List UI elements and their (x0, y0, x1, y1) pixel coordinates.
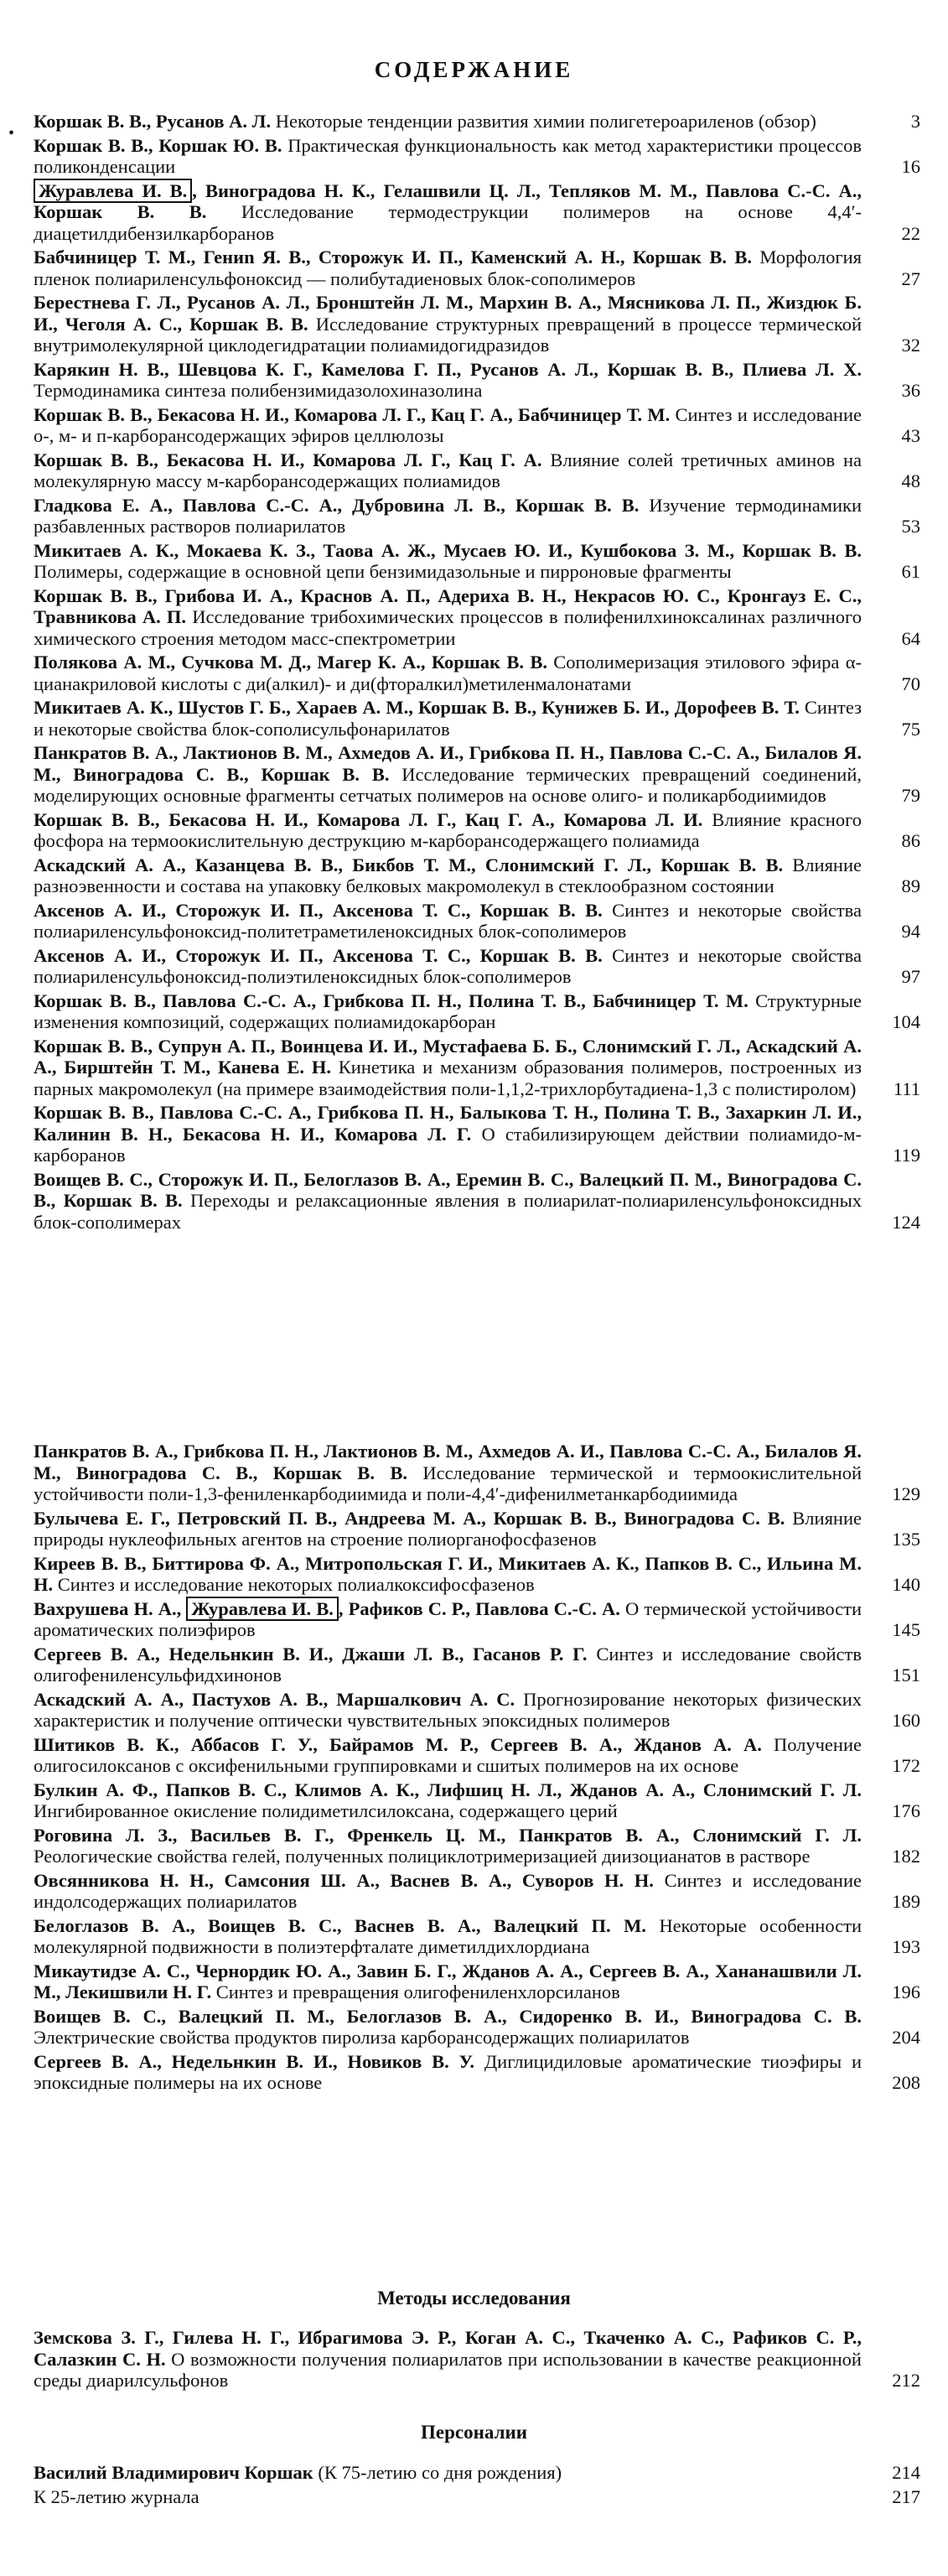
page-number: 176 (892, 1800, 920, 1821)
page-number: 160 (892, 1710, 920, 1731)
page-number: 212 (892, 2370, 920, 2391)
section-title-methods: Методы исследования (377, 2288, 571, 2309)
toc-article-title: Структурные изменения композиций, содержащих полиамидокарборан (34, 989, 862, 1032)
page-number: 140 (892, 1574, 920, 1595)
page-number: 135 (892, 1529, 920, 1550)
toc-entry (34, 1825, 920, 1867)
toc-authors: Аскадский А. А., Казанцева В. В., Бикбов Т. М., Слонимский Г. Л., Коршак В. В. (34, 854, 784, 875)
toc-entry (34, 1441, 920, 1505)
toc-article-title: Диглицидиловые ароматические тиоэфиры и эпоксидные полимеры на их основе (34, 2050, 863, 2093)
toc-entry (34, 1169, 920, 1233)
toc-entry-text (34, 809, 873, 852)
toc-article-title: Влияние природы нуклеофильных агентов на строение полиорганофосфазенов (34, 1507, 862, 1550)
toc-entry (34, 495, 920, 538)
toc-article-title: Исследование термических превращений соединений, моделирующих основные фрагменты сетчатых полимеров на основе олиго- и поликарбодиимидов (34, 763, 862, 806)
page-number: 124 (892, 1211, 920, 1233)
page-number: 70 (901, 673, 920, 694)
page-number: 64 (901, 627, 920, 649)
toc-authors: Гладкова Е. А., Павлова С.-С. А., Дубровина Л. В., Коршак В. В. (34, 494, 640, 516)
toc-authors: Вахрушева Н. А., (34, 1597, 187, 1619)
toc-entry (34, 540, 920, 583)
toc-entry-text (34, 854, 873, 897)
toc-entry (34, 449, 920, 492)
toc-authors: Булкин А. Ф., Папков В. С., Климов А. К., Лифшиц Н. Л., Жданов А. А., Слонимский Г. Л. (34, 1779, 862, 1800)
toc-article-title: Синтез и исследование некоторых полиалкоксифосфазенов (53, 1574, 535, 1595)
toc-authors: Сергеев В. А., Недельнкин В. И., Джаши Л. В., Гасанов Р. Г. (34, 1643, 588, 1665)
toc-entry (34, 1553, 920, 1596)
toc-entry (34, 652, 920, 694)
toc-authors: Шитиков В. К., Аббасов Г. У., Байрамов М. Р., Сергеев В. А., Жданов А. А. (34, 1733, 762, 1755)
toc-entry (34, 945, 920, 988)
toc-article-title: Кинетика и механизм образования полимеров, построенных из парных макромолекул (на примере взаимодействия поли-1,1,2-трихлорбутадиена-1,3 с полистиролом) (34, 1057, 862, 1099)
toc-entry (34, 854, 920, 897)
toc-entry-text (34, 495, 873, 538)
toc-entry-text (34, 990, 873, 1033)
toc-entry-text (34, 540, 873, 583)
page-number: 16 (901, 156, 920, 177)
toc-authors: Коршак В. В., Бекасова Н. И., Комарова Л. Г., Кац Г. А. (34, 449, 542, 470)
toc-entry-text (34, 1102, 873, 1166)
toc-entry-text (34, 1644, 873, 1686)
toc-article-title: (К 75-летию со дня рождения) (313, 2462, 562, 2483)
toc-entry-text (34, 1169, 873, 1233)
toc-entry-text (34, 2051, 873, 2094)
toc-entry-text (34, 292, 873, 356)
toc-authors: Аскадский А. А., Пастухов А. В., Маршалкович А. С. (34, 1688, 515, 1710)
toc-article-title: Исследование термической и термоокислительной устойчивости поли-1,3-фениленкарбодиимида и поли-4,4′-дифенилметанкарбодиимида (34, 1462, 862, 1504)
page-number: 196 (892, 1981, 920, 2002)
toc-entry (34, 990, 920, 1033)
toc-article-title: Переходы и релаксационные явления в полиарилат-полиариленсульфоноксидных блок-сополимерах (34, 1190, 862, 1233)
toc-article-title: О стабилизирующем действии полиамидо-м-карборанов (34, 1123, 862, 1166)
toc-authors: Киреев В. В., Биттирова Ф. А., Митропольская Г. И., Микитаев А. К., Папков В. С., Ильина М. Н. (34, 1552, 862, 1595)
toc-entry (34, 404, 920, 447)
page-number: 182 (892, 1846, 920, 1867)
toc-article-title: Синтез и превращения олигофениленхлорсиланов (211, 1981, 620, 2002)
toc-authors: Роговина Л. З., Васильев В. Г., Френкель Ц. М., Панкратов В. А., Слонимский Г. Л. (34, 1824, 862, 1846)
toc-entry-text (34, 1689, 873, 1732)
page-number: 217 (892, 2485, 920, 2507)
toc-entry (34, 359, 920, 402)
toc-authors: Белоглазов В. А., Воищев В. С., Васнев В. А., Валецкий П. М. (34, 1914, 646, 1936)
page-number: 61 (901, 561, 920, 582)
toc-entry-text (34, 2006, 873, 2049)
toc-article-title: Морфология пленок полиариленсульфоноксид — полибутадиеновых блок-сополимеров (34, 247, 863, 289)
toc-entry-text (34, 247, 873, 289)
toc-entry (34, 742, 920, 807)
toc-entry-text (34, 180, 873, 245)
page-number: 43 (901, 425, 920, 446)
toc-entry-text (34, 1870, 873, 1913)
contents-block-2 (34, 1441, 920, 2096)
toc-entry (34, 2051, 920, 2094)
toc-article-title: Синтез и исследование индолсодержащих полиарилатов (34, 1869, 862, 1912)
toc-entry (34, 2327, 920, 2392)
toc-article-title: Синтез и исследование о-, м- и п-карборансодержащих эфиров целлюлозы (34, 403, 862, 446)
toc-authors: Земскова З. Г., Гилева Н. Г., Ибрагимова Э. Р., Коган А. С., Ткаченко А. С., Рафиков С. Р., Салазкин С. Н. (34, 2327, 862, 2370)
toc-entry-text (34, 1553, 873, 1596)
toc-entry (34, 809, 920, 852)
toc-entry-text (34, 135, 873, 178)
toc-entry (34, 111, 920, 132)
page-number: 204 (892, 2027, 920, 2048)
toc-authors: Полякова А. М., Сучкова М. Д., Магер К. А., Коршак В. В. (34, 652, 547, 673)
page-number: 189 (892, 1891, 920, 1912)
toc-article-title: Получение олигосилоксанов с оксифенильными группировками и сшитых полимеров на их основе (34, 1733, 862, 1776)
toc-entry-text (34, 1508, 873, 1550)
boxed-author: Журавлева И. В. (186, 1597, 338, 1621)
toc-entry (34, 1102, 920, 1166)
toc-article-title: К 25-летию журнала (34, 2485, 199, 2507)
toc-authors: Коршак В. В., Грибова И. А., Краснов А. П., Адериха В. Н., Некрасов Ю. С., Кронгауз Е. С., Травникова А. П. (34, 584, 862, 627)
toc-entry-text (34, 900, 873, 943)
toc-article-title: Влияние разноэвенности и состава на упаковку белковых макромолекул в стеклообразном состоянии (34, 854, 862, 896)
toc-article-title: Ингибированное окисление полидиметилсилоксана, содержащего церий (34, 1800, 618, 1821)
toc-article-title: Исследование структурных превращений в процессе термической внутримолекулярной циклодегидратации полиамидогидразидов (34, 313, 862, 356)
toc-entry (34, 247, 920, 289)
toc-entry (34, 2462, 920, 2484)
toc-entry (34, 135, 920, 178)
page-number: 86 (901, 830, 920, 851)
toc-entry-text (34, 1779, 873, 1822)
page-number: 53 (901, 516, 920, 537)
toc-authors: Василий Владимирович Коршак (34, 2462, 313, 2483)
page-number: 89 (901, 875, 920, 896)
toc-article-title: Прогнозирование некоторых физических характеристик и получение оптически чувствительных эпоксидных полимеров (34, 1688, 863, 1731)
toc-entry-text (34, 1598, 873, 1641)
toc-authors: Коршак В. В., Бекасова Н. И., Комарова Л. Г., Кац Г. А., Комарова Л. И. (34, 808, 703, 830)
toc-entry (34, 1870, 920, 1913)
toc-article-title: Влияние красного фосфора на термоокислительную деструкцию м-карборансодержащего полиамида (34, 808, 862, 851)
toc-entry-text (34, 742, 873, 807)
toc-authors: Берестнева Г. Л., Русанов А. Л., Бронштейн Л. М., Мархин В. А., Мясникова Л. П., Жиздюк Б. И., Чеголя А. С., Коршак В. В. (34, 292, 862, 335)
page-number: 208 (892, 2072, 920, 2093)
page-number: 129 (892, 1483, 920, 1504)
toc-article-title: Реологические свойства гелей, полученных полициклотримеризацией диизоцианатов в растворе (34, 1846, 811, 1867)
toc-entry (34, 1598, 920, 1641)
toc-article-title: Исследование трибохимических процессов в полифенилхиноксалинах различного химического строения методом масс-спектрометрии (34, 606, 862, 649)
toc-authors: Коршак В. В., Коршак Ю. В. (34, 134, 282, 156)
toc-entry-text (34, 1734, 873, 1777)
toc-entry-text (34, 1036, 873, 1100)
contents-block-methods (34, 2327, 920, 2394)
page-number: 111 (893, 1078, 920, 1099)
toc-entry-text (34, 404, 873, 447)
page-number: 32 (901, 335, 920, 356)
toc-entry (34, 180, 920, 245)
toc-entry (34, 1508, 920, 1550)
toc-authors: Овсянникова Н. Н., Самсония Ш. А., Васнев В. А., Суворов Н. Н. (34, 1869, 654, 1891)
toc-authors: Микитаев А. К., Шустов Г. Б., Хараев А. М., Коршак В. В., Кунижев Б. И., Дорофеев В. Т. (34, 697, 800, 718)
toc-entry-text (34, 1441, 873, 1505)
page-number: 214 (892, 2462, 920, 2483)
toc-authors: Карякин Н. В., Шевцова К. Г., Камелова Г. П., Русанов А. Л., Коршак В. В., Плиева Л. Х. (34, 358, 862, 380)
toc-entry-text (34, 945, 873, 988)
toc-article-title: Изучение термодинамики разбавленных растворов полиарилатов (34, 494, 862, 537)
toc-entry-text (34, 111, 873, 132)
toc-article-title: Синтез и исследование свойств олигофениленсульфидхинонов (34, 1643, 862, 1685)
toc-article-title: Термодинамика синтеза полибензимидазолохиназолина (34, 380, 483, 401)
toc-entry (34, 1689, 920, 1732)
page-number: 104 (892, 1011, 920, 1032)
bullet-mark: • (8, 124, 15, 143)
toc-authors: Коршак В. В., Русанов А. Л. (34, 111, 272, 132)
toc-entry-text (34, 359, 873, 402)
toc-article-title: Практическая функциональность как метод характеристики процессов поликонденсации (34, 134, 862, 177)
toc-authors: Коршак В. В., Супрун А. П., Воинцева И. И., Мустафаева Б. Б., Слонимский Г. Л., Аскадский А. А., Бирштейн Т. М., Канева Е. Н. (34, 1035, 862, 1078)
toc-article-title: О термической устойчивости ароматических полиэфиров (34, 1597, 863, 1640)
page-number: 3 (910, 111, 920, 132)
toc-authors: Воищев В. С., Сторожук И. П., Белоглазов В. А., Еремин В. С., Валецкий П. М., Виноградова С. В., Коршак В. В. (34, 1168, 862, 1211)
toc-authors: , Рафиков С. Р., Павлова С.-С. А. (338, 1597, 620, 1619)
page-number: 97 (901, 966, 920, 987)
toc-entry (34, 697, 920, 740)
toc-entry (34, 585, 920, 650)
toc-entry-text (34, 449, 873, 492)
toc-authors: Бабчиницер Т. М., Гениn Я. В., Сторожук И. П., Каменский А. Н., Коршак В. В. (34, 247, 753, 267)
page-number: 145 (892, 1619, 920, 1640)
page-number: 22 (901, 222, 920, 244)
page-number: 172 (892, 1755, 920, 1776)
toc-authors: Сергеев В. А., Недельнкин В. И., Новиков В. У. (34, 2050, 475, 2072)
toc-authors: Коршак В. В., Бекасова Н. И., Комарова Л. Г., Кац Г. А., Бабчиницер Т. М. (34, 403, 671, 425)
toc-entry (34, 900, 920, 943)
page-number: 151 (892, 1665, 920, 1685)
toc-authors: Коршак В. В., Павлова С.-С. А., Грибкова П. Н., Полина Т. В., Бабчиницер Т. М. (34, 989, 749, 1011)
toc-authors: Аксенов А. И., Сторожук И. П., Аксенова Т. С., Коршак В. В. (34, 944, 603, 966)
toc-article-title: Электрические свойства продуктов пиролиза карборансодержащих полиарилатов (34, 2027, 690, 2048)
toc-article-title: Синтез и некоторые свойства полиариленсульфоноксид-политетраметиленоксидных блок-сополимеров (34, 899, 862, 942)
toc-entry (34, 1961, 920, 2003)
toc-article-title: Некоторые особенности молекулярной подвижности в полиэтерфталате диметилдихлордиана (34, 1914, 862, 1957)
page-number: 48 (901, 470, 920, 491)
page-number: 79 (901, 785, 920, 806)
toc-article-title: Синтез и некоторые свойства полиариленсульфоноксид-полиэтиленоксидных блок-сополимеров (34, 944, 862, 987)
toc-entry (34, 1734, 920, 1777)
toc-entry-text (34, 697, 873, 740)
toc-entry-text (34, 1961, 873, 2003)
toc-entry-text (34, 2486, 873, 2508)
section-title-personalia: Персоналии (421, 2422, 527, 2443)
toc-article-title: Влияние солей третичных аминов на молекулярную массу м-карборансодержащих полиамидов (34, 449, 862, 491)
toc-entry-text (34, 2327, 873, 2392)
page-number: 94 (901, 921, 920, 942)
toc-authors: Аксенов А. И., Сторожук И. П., Аксенова Т. С., Коршак В. В. (34, 899, 603, 921)
toc-entry-text (34, 1825, 873, 1867)
toc-entry-text (34, 1915, 873, 1958)
toc-article-title: Некоторые тенденции развития химии полигетероариленов (обзор) (271, 111, 816, 132)
toc-entry (34, 1779, 920, 1822)
page-number: 27 (901, 267, 920, 289)
toc-authors: Микитаев А. К., Мокаева К. З., Таова А. Ж., Мусаев Ю. И., Кушбокова З. М., Коршак В. В. (34, 539, 862, 561)
toc-authors: , Виноградова Н. К., Гелашвили Ц. Л., Тепляков М. М., Павлова С.-С. А., Коршак В. В. (34, 179, 862, 222)
toc-entry-text (34, 652, 873, 694)
toc-entry (34, 2006, 920, 2049)
toc-article-title: Синтез и некоторые свойства блок-сополисульфонарилатов (34, 697, 862, 740)
toc-authors: Коршак В. В., Павлова С.-С. А., Грибкова П. Н., Балыкова Т. Н., Полина Т. В., Захаркин Л. И., Калинин В. Н., Бекасова Н. И., Комарова Л. Г. (34, 1102, 862, 1145)
toc-authors: Микаутидзе А. С., Чернордик Ю. А., Завин Б. Г., Жданов А. А., Сергеев В. А., Хананашвили Л. М., Лекишвили Н. Г. (34, 1960, 862, 2002)
toc-entry (34, 1915, 920, 1958)
page-number: 36 (901, 380, 920, 401)
page-number: 193 (892, 1936, 920, 1957)
toc-entry (34, 1644, 920, 1686)
toc-authors: Булычева Е. Г., Петровский П. В., Андреева М. А., Коршак В. В., Виноградова С. В. (34, 1507, 785, 1529)
page-number: 119 (893, 1145, 920, 1166)
contents-block-personalia (34, 2462, 920, 2510)
toc-article-title: Исследование термодеструкции полимеров на основе 4,4′-диацетилдибензилкарборанов (34, 201, 862, 244)
toc-article-title: Полимеры, содержащие в основной цепи бензимидазольные и пирроновые фрагменты (34, 561, 732, 582)
toc-entry-text (34, 585, 873, 650)
toc-article-title: Сополимеризация этилового эфира α-цианакриловой кислоты с ди(алкил)- и ди(фторалкил)метиленмалонатами (34, 652, 862, 694)
toc-entry (34, 1036, 920, 1100)
page-number: 75 (901, 718, 920, 740)
toc-authors: Панкратов В. А., Грибкова П. Н., Лактионов В. М., Ахмедов А. И., Павлова С.-С. А., Билалов Я. М., Виноградова С. В., Коршак В. В. (34, 1441, 862, 1483)
toc-authors: Панкратов В. А., Лактионов В. М., Ахмедов А. И., Грибкова П. Н., Павлова С.-С. А., Билалов Я. М., Виноградова С. В., Коршак В. В. (34, 742, 862, 785)
page-title: СОДЕРЖАНИЕ (374, 57, 574, 82)
toc-entry (34, 2486, 920, 2508)
boxed-author: Журавлева И. В. (34, 179, 192, 203)
contents-block-1 (34, 111, 920, 1235)
toc-article-title: О возможности получения полиарилатов при использовании в качестве реакционной среды диарилсульфонов (34, 2348, 862, 2391)
toc-entry-text (34, 2462, 873, 2484)
toc-entry (34, 292, 920, 356)
toc-authors: Воищев В. С., Валецкий П. М., Белоглазов В. А., Сидоренко В. И., Виноградова С. В. (34, 2005, 862, 2027)
